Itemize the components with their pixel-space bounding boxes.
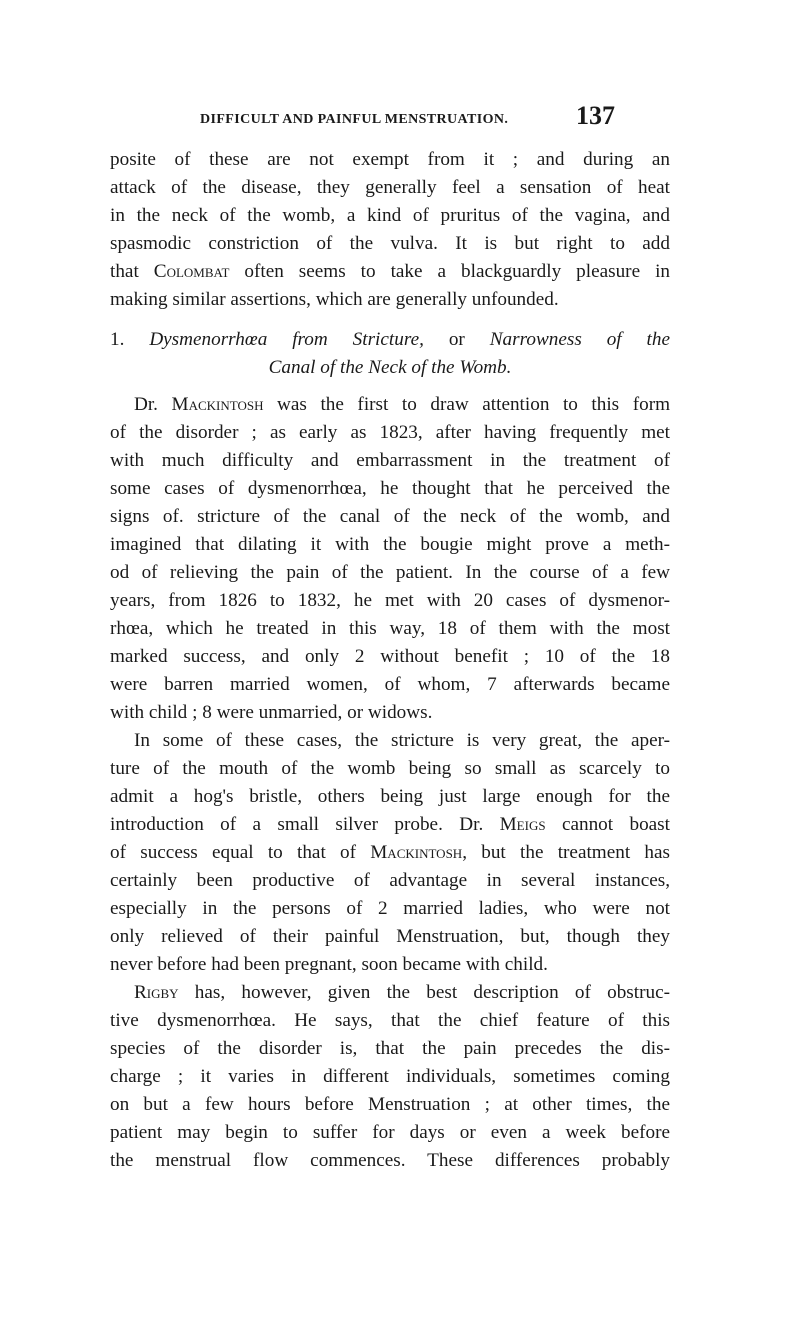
text-line	[110, 867, 670, 895]
text-line	[110, 1119, 670, 1147]
line-text: marked success, and only 2 without benefit ; 10 of the 18	[110, 646, 670, 667]
line-text: , but the treatment has	[462, 842, 670, 863]
line-text: only relieved of their painful Menstruation, but, though they	[110, 926, 670, 947]
text-line	[110, 503, 670, 531]
line-text: of success equal to that of	[110, 842, 371, 863]
line-text: 1.	[110, 329, 150, 350]
text-line	[110, 1147, 670, 1175]
italic-heading-text: Dysmenorrhœa from Stricture,	[149, 329, 424, 350]
line-text: charge ; it varies in different individuals, sometimes coming	[110, 1066, 670, 1087]
line-text: od of relieving the pain of the patient. In the course of a few	[110, 562, 670, 583]
line-text: signs of. stricture of the canal of the neck of the womb, and	[110, 506, 670, 527]
line-text: spasmodic constriction of the vulva. It is but right to add	[110, 233, 670, 254]
text-line	[110, 783, 670, 811]
text-line	[110, 286, 670, 314]
line-text: some cases of dysmenorrhœa, he thought that he perceived the	[110, 478, 670, 499]
line-text: often seems to take a blackguardly pleasure in	[229, 261, 670, 282]
line-text: Dr.	[134, 394, 172, 415]
text-line	[110, 951, 670, 979]
line-text: species of the disorder is, that the pain precedes the dis-	[110, 1038, 670, 1059]
line-text: never before had been pregnant, soon became with child.	[110, 954, 548, 975]
line-text: with child ; 8 were unmarried, or widows.	[110, 702, 433, 723]
text-line	[110, 671, 670, 699]
line-text: the menstrual flow commences. These differences probably	[110, 1150, 670, 1171]
line-text: has, however, given the best description of obstruc-	[178, 982, 670, 1003]
text-line	[110, 419, 670, 447]
text-line	[110, 923, 670, 951]
line-text: was the first to draw attention to this form	[263, 394, 671, 415]
text-line	[110, 1007, 670, 1035]
italic-heading-text: Narrowness of the	[489, 329, 670, 350]
text-line	[110, 699, 670, 727]
line-text: patient may begin to suffer for days or even a week before	[110, 1122, 670, 1143]
text-line	[134, 391, 670, 419]
line-text: cannot boast	[545, 814, 670, 835]
line-text: tive dysmenorrhœa. He says, that the chief feature of this	[110, 1010, 670, 1031]
text-line	[110, 615, 670, 643]
line-text: in the neck of the womb, a kind of pruritus of the vagina, and	[110, 205, 670, 226]
line-text: attack of the disease, they generally feel a sensation of heat	[110, 177, 670, 198]
text-line	[110, 202, 670, 230]
running-header: DIFFICULT AND PAINFUL MENSTRUATION.	[200, 112, 509, 127]
text-line	[110, 811, 670, 839]
line-text: admit a hog's bristle, others being just large enough for the	[110, 786, 670, 807]
line-text: introduction of a small silver probe. Dr.	[110, 814, 500, 835]
line-text: with much difficulty and embarrassment in the treatment of	[110, 450, 670, 471]
page-number: 137	[576, 101, 615, 130]
line-text: on but a few hours before Menstruation ; at other times, the	[110, 1094, 670, 1115]
line-text: certainly been productive of advantage in several instances,	[110, 870, 670, 891]
line-text: posite of these are not exempt from it ; and during an	[110, 149, 670, 170]
text-line	[110, 839, 670, 867]
author-name: Mackintosh	[370, 842, 463, 863]
line-text: of the disorder ; as early as 1823, after having frequently met	[110, 422, 670, 443]
line-text: especially in the persons of 2 married ladies, who were not	[110, 898, 670, 919]
text-line	[110, 895, 670, 923]
text-line	[110, 230, 670, 258]
author-name: Meigs	[499, 814, 546, 835]
line-text: imagined that dilating it with the bougie might prove a meth-	[110, 534, 670, 555]
line-text: were barren married women, of whom, 7 afterwards became	[110, 674, 670, 695]
text-line	[110, 587, 670, 615]
text-line	[110, 1091, 670, 1119]
author-name: Rigby	[134, 982, 179, 1003]
line-text: making similar assertions, which are generally unfounded.	[110, 289, 559, 310]
text-line	[110, 559, 670, 587]
text-line	[110, 326, 670, 354]
line-text: or	[423, 329, 490, 350]
text-line	[110, 146, 670, 174]
text-line	[110, 354, 670, 382]
text-line	[110, 643, 670, 671]
text-line	[134, 979, 670, 1007]
text-line	[110, 258, 670, 286]
line-text: that	[110, 261, 154, 282]
text-line	[110, 1063, 670, 1091]
text-line	[110, 475, 670, 503]
author-name: Mackintosh	[171, 394, 264, 415]
text-line	[110, 447, 670, 475]
text-line	[110, 755, 670, 783]
author-name: Colombat	[153, 261, 230, 282]
text-line	[110, 1035, 670, 1063]
text-line	[110, 531, 670, 559]
text-line	[110, 174, 670, 202]
text-line	[134, 727, 670, 755]
line-text: rhœa, which he treated in this way, 18 of them with the most	[110, 618, 670, 639]
line-text: ture of the mouth of the womb being so small as scarcely to	[110, 758, 670, 779]
line-text: years, from 1826 to 1832, he met with 20 cases of dysmenor-	[110, 590, 670, 611]
line-text: In some of these cases, the stricture is very great, the aper-	[134, 730, 670, 751]
italic-heading-text: Canal of the Neck of the Womb.	[268, 357, 512, 378]
